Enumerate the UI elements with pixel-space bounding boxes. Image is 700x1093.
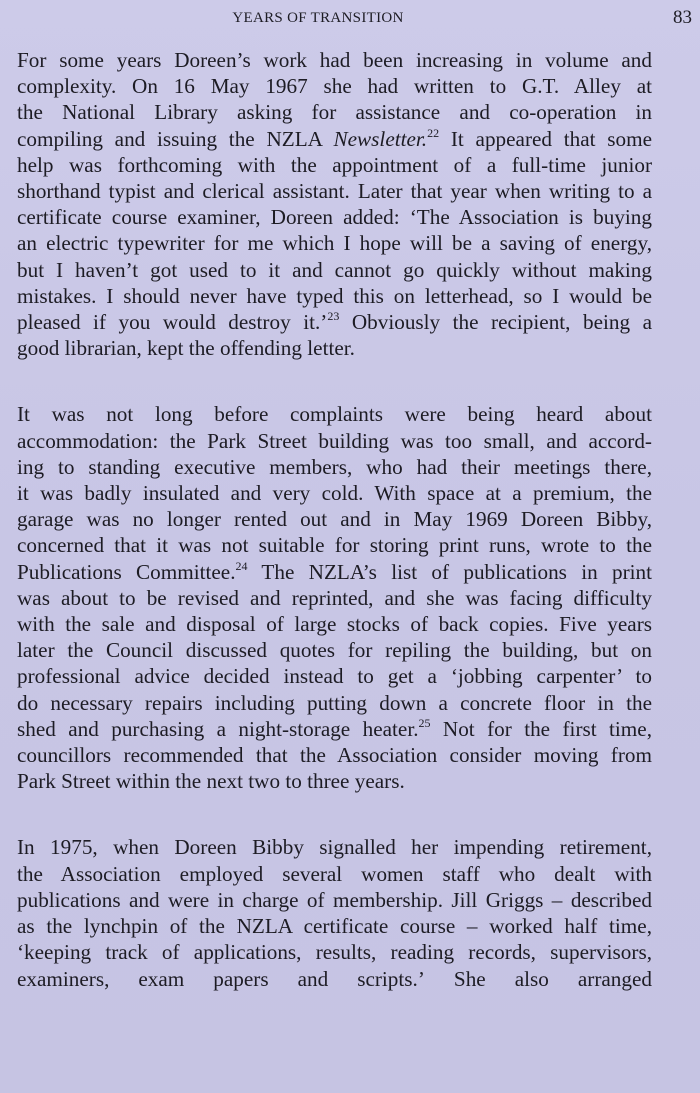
paragraph-2 bbox=[17, 401, 652, 794]
text-run: Not for the first time, bbox=[430, 716, 652, 741]
text-line: garage was no longer rented out and in May 1969 Doreen Bibby, bbox=[17, 507, 652, 532]
word: papers bbox=[213, 966, 269, 991]
word: also bbox=[514, 966, 549, 991]
newsletter-title: Newsletter. bbox=[333, 126, 428, 151]
text-line: as the lynchpin of the NZLA certificate course – worked half time, bbox=[17, 914, 652, 939]
text-line: In 1975, when Doreen Bibby signalled her impending retirement, bbox=[17, 835, 652, 860]
text-run: Obviously the recipient, being a bbox=[339, 310, 652, 335]
word: scripts.’ bbox=[357, 966, 425, 991]
text-run: pleased if you would destroy it.’ bbox=[17, 310, 328, 335]
word: examiners, bbox=[17, 966, 110, 991]
text-line: concerned that it was not suitable for storing print runs, wrote to the bbox=[17, 533, 652, 558]
text-line: councillors recommended that the Association consider moving from bbox=[17, 743, 652, 768]
word: She bbox=[453, 966, 486, 991]
text-line: an electric typewriter for me which I hope will be a saving of energy, bbox=[17, 231, 652, 256]
footnote-ref: 24 bbox=[235, 558, 248, 573]
text-line: Park Street within the next two to three years. bbox=[17, 769, 405, 794]
text-run: Publications Committee. bbox=[17, 559, 236, 584]
running-title: YEARS OF TRANSITION bbox=[232, 10, 404, 26]
text-line: do necessary repairs including putting down a concrete floor in the bbox=[17, 690, 652, 715]
paragraph-3 bbox=[17, 834, 652, 991]
text-line: mistakes. I should never have typed this on letterhead, so I would be bbox=[17, 283, 652, 308]
text-line: It was not long before complaints were being heard about bbox=[17, 402, 652, 427]
text-line: certificate course examiner, Doreen added: ‘The Association is buying bbox=[17, 205, 652, 230]
text-line: with the sale and disposal of large stocks of back copies. Five years bbox=[17, 612, 652, 637]
text-line: the Association employed several women staff who dealt with bbox=[17, 861, 652, 886]
text-run: compiling and issuing the NZLA bbox=[17, 126, 334, 151]
text-line: it was badly insulated and very cold. With space at a premium, the bbox=[17, 481, 652, 506]
text-line bbox=[17, 126, 652, 152]
footnote-ref: 22 bbox=[427, 125, 440, 140]
text-line: ‘keeping track of applications, results, reading records, supervisors, bbox=[17, 940, 652, 965]
word: arranged bbox=[577, 966, 652, 991]
text-line: the National Library asking for assistance and co-operation in bbox=[17, 100, 652, 125]
text-line bbox=[17, 966, 652, 992]
text-line bbox=[17, 559, 652, 585]
text-line: was about to be revised and reprinted, and she was facing difficulty bbox=[17, 585, 652, 610]
footnote-ref: 23 bbox=[327, 308, 340, 323]
text-line bbox=[17, 309, 652, 335]
body-text bbox=[17, 47, 652, 992]
text-line: accommodation: the Park Street building was too small, and accord- bbox=[17, 428, 652, 453]
footnote-ref: 25 bbox=[418, 715, 431, 730]
word: and bbox=[297, 966, 329, 991]
text-line: complexity. On 16 May 1967 she had written to G.T. Alley at bbox=[17, 74, 652, 99]
text-line bbox=[17, 716, 652, 742]
text-line: later the Council discussed quotes for repiling the building, but on bbox=[17, 638, 652, 663]
text-line: publications and were in charge of membership. Jill Griggs – described bbox=[17, 887, 652, 912]
text-line: shorthand typist and clerical assistant. Later that year when writing to a bbox=[17, 179, 652, 204]
text-line: but I haven’t got used to it and cannot go quickly without making bbox=[17, 257, 652, 282]
text-line: professional advice decided instead to get a ‘jobbing carpenter’ to bbox=[17, 664, 652, 689]
text-line: For some years Doreen’s work had been increasing in volume and bbox=[17, 48, 652, 72]
word: exam bbox=[138, 966, 185, 991]
running-head bbox=[0, 7, 700, 31]
paragraph-1 bbox=[17, 47, 652, 361]
text-line: ing to standing executive members, who had their meetings there, bbox=[17, 454, 652, 479]
page-number: 83 bbox=[673, 7, 692, 28]
text-line: good librarian, kept the offending letter. bbox=[17, 336, 355, 361]
text-run: shed and purchasing a night-storage heater. bbox=[17, 716, 419, 741]
text-line: help was forthcoming with the appointment of a full-time junior bbox=[17, 152, 652, 177]
text-run: It appeared that some bbox=[439, 126, 652, 151]
text-run: The NZLA’s list of publications in print bbox=[247, 559, 652, 584]
